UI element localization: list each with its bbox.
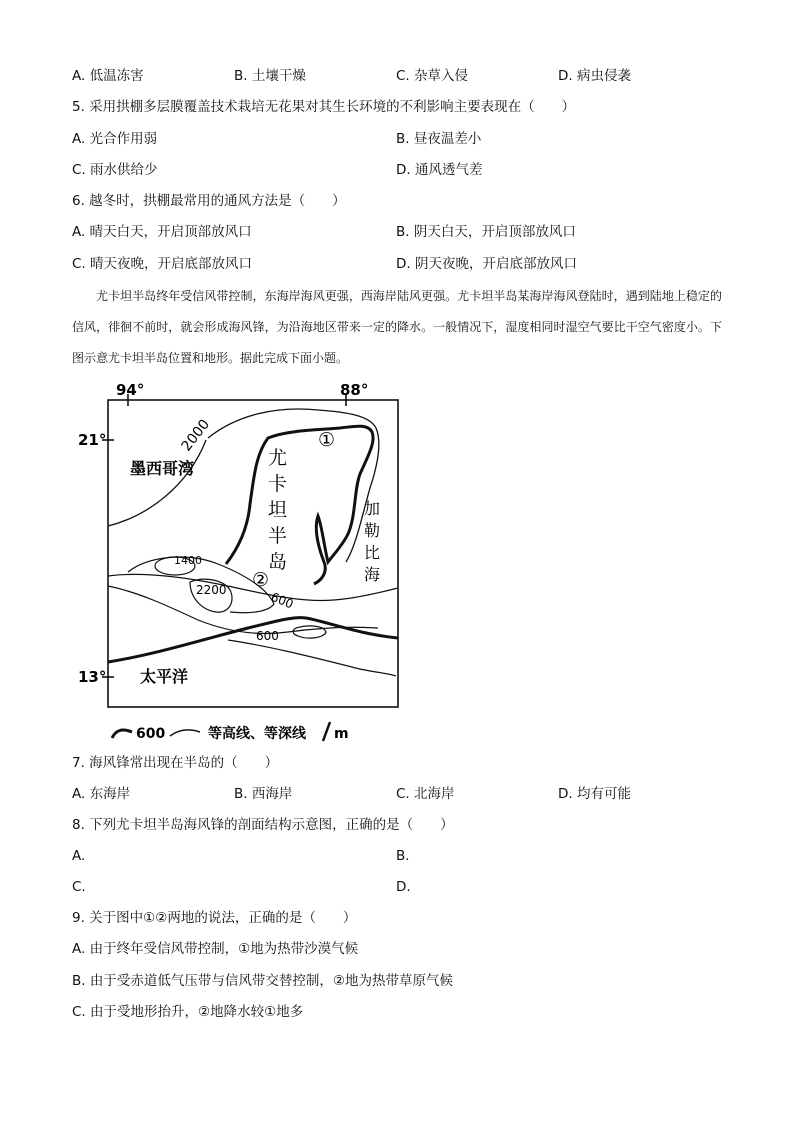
label-peninsula-4: 半 <box>268 525 288 547</box>
label-caribbean-3: 比 <box>364 543 381 562</box>
q7-option-d: D. 均有可能 <box>558 786 631 802</box>
q8-option-a: A. <box>72 848 86 864</box>
contour-label-600-a: 600 <box>268 589 296 612</box>
label-caribbean-2: 勒 <box>364 521 381 540</box>
contour-small <box>293 626 326 638</box>
lat-label-21: 21° <box>78 431 107 449</box>
contour-label-600-b: 600 <box>256 629 279 643</box>
legend-line-icon <box>112 730 132 738</box>
contour-label-2200: 2200 <box>196 583 227 597</box>
q9-stem: 9. 关于图中①②两地的说法，正确的是（ ） <box>72 910 357 926</box>
q9-option-c: C. 由于受地形抬升，②地降水较①地多 <box>72 1004 304 1020</box>
label-gulf-of-mexico: 墨西哥湾 <box>130 459 195 478</box>
contour-label-2000: 2000 <box>178 416 214 455</box>
label-peninsula-5: 岛 <box>268 551 288 573</box>
q4-option-d: D. 病虫侵袭 <box>558 68 631 84</box>
legend-slash <box>323 722 330 741</box>
q6-option-d: D. 阴天夜晚，开启底部放风口 <box>396 256 577 272</box>
label-peninsula-3: 坦 <box>268 499 288 521</box>
q5-option-c: C. 雨水供给少 <box>72 162 158 178</box>
q5-option-a: A. 光合作用弱 <box>72 131 158 147</box>
yucatan-map <box>78 376 408 746</box>
q9-option-b: B. 由于受赤道低气压带与信风带交替控制，②地为热带草原气候 <box>72 973 453 989</box>
q9-option-a: A. 由于终年受信风带控制，①地为热带沙漠气候 <box>72 941 359 957</box>
coastline-pacific <box>108 618 398 662</box>
q7-stem: 7. 海风锋常出现在半岛的（ ） <box>72 755 279 771</box>
map-frame <box>108 400 398 707</box>
legend-unit: m <box>334 726 349 742</box>
q5-stem: 5. 采用拱棚多层膜覆盖技术栽培无花果对其生长环境的不利影响主要表现在（ ） <box>72 99 576 115</box>
lat-label-13: 13° <box>78 668 107 686</box>
q6-option-b: B. 阴天白天，开启顶部放风口 <box>396 224 576 240</box>
q7-option-c: C. 北海岸 <box>396 786 455 802</box>
q8-option-b: B. <box>396 848 410 864</box>
coastline-peninsula <box>226 426 373 584</box>
q7-option-b: B. 西海岸 <box>234 786 293 802</box>
q6-stem: 6. 越冬时，拱棚最常用的通风方法是（ ） <box>72 193 346 209</box>
label-caribbean-1: 加 <box>364 499 381 518</box>
q4-option-b: B. 土壤干燥 <box>234 68 306 84</box>
label-caribbean-4: 海 <box>364 565 381 584</box>
q6-option-a: A. 晴天白天，开启顶部放风口 <box>72 224 252 240</box>
passage-text: 尤卡坦半岛终年受信风带控制，东海岸海风更强，西海岸陆风更强。尤卡坦半岛某海岸海风登陆时，遇到陆地上稳定的信风，徘徊不前时，就会形成海风锋，为沿海地区带来一定的降水。一般情况下，湿度相同时湿空气要比干空气密度小。下图示意尤卡坦半岛位置和地形。据此完成下面小题。 <box>72 289 722 365</box>
legend-contour-icon <box>170 730 200 736</box>
q5-option-d: D. 通风透气差 <box>396 162 483 178</box>
label-pacific: 太平洋 <box>140 667 189 686</box>
q8-option-c: C. <box>72 879 86 895</box>
lon-label-88: 88° <box>340 381 369 399</box>
q7-option-a: A. 东海岸 <box>72 786 131 802</box>
legend-text: 等高线、等深线 <box>208 726 306 742</box>
q8-option-d: D. <box>396 879 411 895</box>
lon-label-94: 94° <box>116 381 145 399</box>
q4-option-c: C. 杂草入侵 <box>396 68 469 84</box>
q6-option-c: C. 晴天夜晚，开启底部放风口 <box>72 256 253 272</box>
label-peninsula-1: 尤 <box>268 447 288 469</box>
contour-coast-inner <box>228 640 396 676</box>
reading-passage <box>72 281 722 374</box>
marker-1: ① <box>318 429 336 451</box>
label-peninsula-2: 卡 <box>268 473 288 495</box>
q4-option-a: A. 低温冻害 <box>72 68 144 84</box>
legend-value: 600 <box>136 726 166 742</box>
contour-label-1400: 1400 <box>174 554 202 567</box>
q8-stem: 8. 下列尤卡坦半岛海风锋的剖面结构示意图，正确的是（ ） <box>72 817 454 833</box>
q5-option-b: B. 昼夜温差小 <box>396 131 482 147</box>
marker-2: ② <box>252 569 270 591</box>
